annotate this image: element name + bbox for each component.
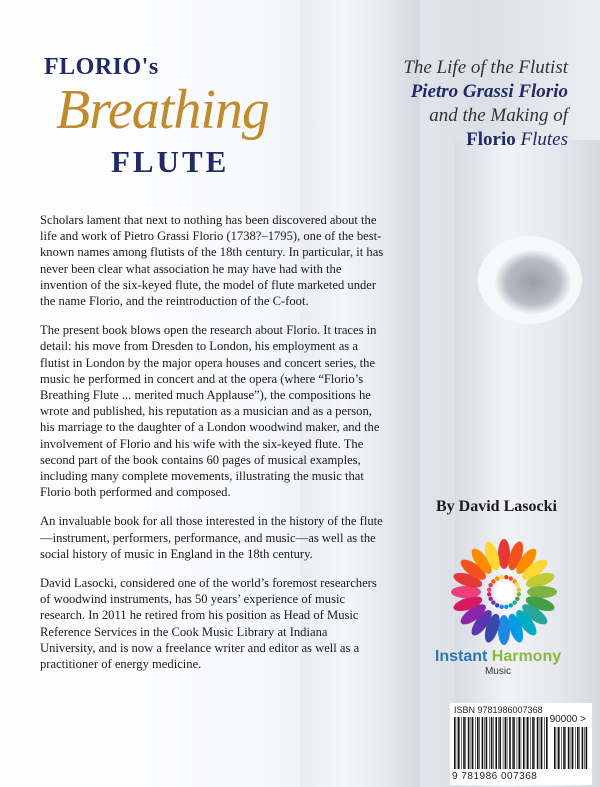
title-breathing: Breathing xyxy=(56,79,269,141)
ean-number: 9 781986 007368 xyxy=(452,771,538,782)
subtitle-line3: and the Making of xyxy=(429,105,568,126)
price-code: 90000 > xyxy=(549,714,586,725)
publisher-subname: Music xyxy=(484,666,512,677)
publisher-name-harmony: Harmony xyxy=(491,648,562,665)
title-florios: FLORIO's xyxy=(44,54,159,80)
blurb-paragraph-2: The present book blows open the research about Florio. It traces in detail: his move from Dresden to London, his employment as a flutist in London by the major opera houses and concert series, the music he performed in concert and at the opera (where “Florio’s Breathing Flute ... merited much Applause”), the compositions he wrote and published, his reputation as a musician and as a person, his marriage to the daughter of a London woodwind maker, and the involvement of Florio and his wife with the six-keyed flute. The second part of the book contains 60 pages of musical examples, including many complete movements, illustrating the music that Florio both performed and composed. xyxy=(40,323,380,500)
price-barcode-bars xyxy=(554,727,588,769)
subtitle-line4 xyxy=(338,128,568,152)
blurb-text xyxy=(40,212,385,685)
blurb-paragraph-4: David Lasocki, considered one of the world’s foremost researchers of woodwind instruments, has 50 years’ experience of music research. In 2011 he retired from his position as Head of Music Reference Services in the Cook Music Library at Indiana University, and is now a freelance writer and editor as well as a practitioner of energy medicine. xyxy=(40,576,377,672)
subtitle-flutes: Flutes xyxy=(520,129,568,150)
blurb-paragraph-1: Scholars lament that next to nothing has been discovered about the life and work of Pietro Grassi Florio (1738?–1795), one of the best-known names among flutists of the 18th century. In particular, it has never been clear what association he may have had with the invention of the six-keyed flute, the model of flute marketed under the name Florio, and the reintroduction of the C-foot. xyxy=(40,213,384,309)
subtitle-line1: The Life of the Flutist xyxy=(403,57,568,78)
title-flute: FLUTE xyxy=(111,144,230,179)
isbn-barcode xyxy=(450,703,592,785)
publisher-logo-icon xyxy=(444,532,564,652)
author-credit: By David Lasocki xyxy=(436,498,557,515)
subtitle-florio: Florio xyxy=(466,129,521,150)
publisher-name xyxy=(433,648,563,677)
barcode-bars xyxy=(454,717,548,769)
blurb-paragraph-3: An invaluable book for all those interested in the history of the flute—instrument, performers, performance, and music—as well as the social history of music in England in the 18th century. xyxy=(40,514,383,561)
subtitle-line2: Pietro Grassi Florio xyxy=(410,81,568,102)
subtitle xyxy=(338,56,568,152)
isbn-label: ISBN 9781986007368 xyxy=(454,705,543,715)
publisher-name-instant: Instant xyxy=(434,648,492,665)
